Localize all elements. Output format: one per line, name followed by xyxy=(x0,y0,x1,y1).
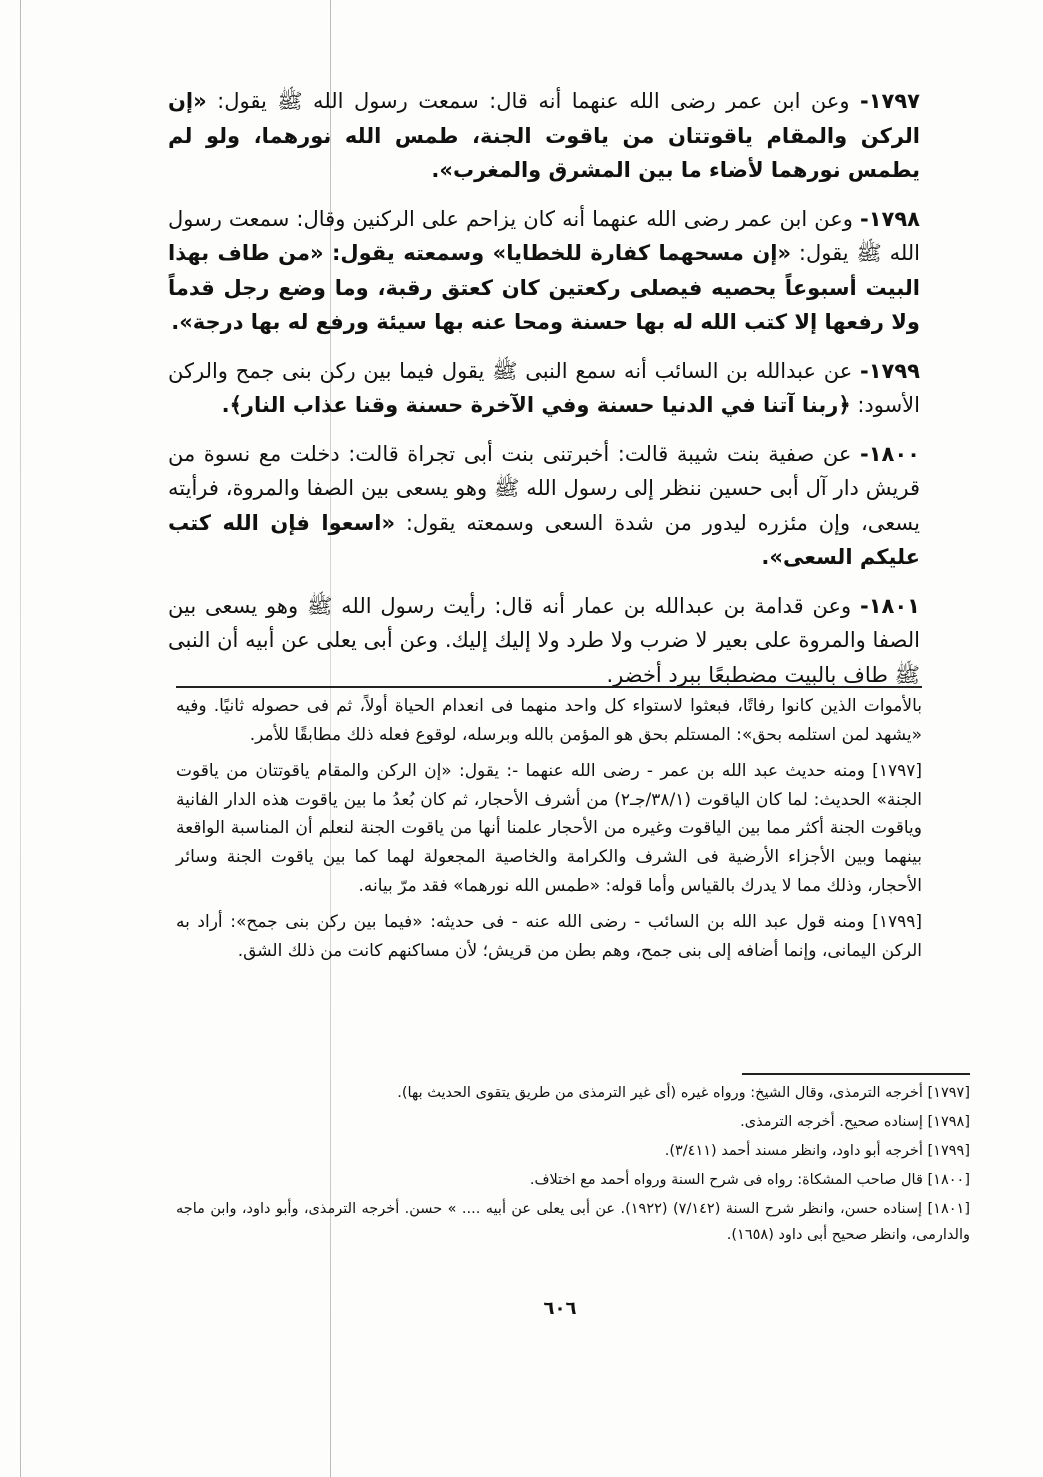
commentary-paragraph: [١٧٩٩] ومنه قول عبد الله بن السائب - رضى الله عنه - فى حديثه: «فيما بين ركن بنى جمح»: أراد به الركن اليمانى، وإنما أضافه إلى بنى جمح، وهم بطن من قريش؛ لأن مساكنهم كانت من ذلك الشق. xyxy=(176,912,922,961)
hadith-quote: «إن الركن والمقام ياقوتتان من ياقوت الجنة، طمس الله نورهما، ولو لم يطمس نورهما لأضاء ما بين المشرق والمغرب». xyxy=(168,89,920,182)
commentary-paragraph: بالأموات الذين كانوا رفاتًا، فبعثوا لاستواء كل واحد منهما فى انعدام الحياة أولاً، ثم فى حصوله ثانيًا. وفيه «يشهد لمن استلمه بحق»: المستلم بحق هو المؤمن بالله وبرسله، لوقوع فعله ذلك مطابقًا للأمر. xyxy=(176,696,922,745)
hadith-text-block xyxy=(168,84,920,706)
page-number: ٦٠٦ xyxy=(543,1298,577,1319)
hadith-intro: وعن ابن عمر رضى الله عنهما أنه قال: سمعت رسول الله ﷺ يقول: xyxy=(217,89,850,113)
footnotes-block xyxy=(176,1080,970,1251)
footnote-divider xyxy=(742,1073,970,1075)
hadith-number: ١٨٠٠- xyxy=(860,441,920,466)
hadith-number: ١٧٩٩- xyxy=(860,358,920,383)
scan-edge-line xyxy=(20,0,21,1477)
footnote: [١٧٩٧] أخرجه الترمذى، وقال الشيخ: ورواه غيره (أى غير الترمذى من طريق يتقوى الحديث بها). xyxy=(397,1085,970,1101)
hadith-number: ١٧٩٨- xyxy=(860,206,920,231)
hadith-quote: ﴿ربنا آتنا في الدنيا حسنة وفي الآخرة حسنة وقنا عذاب النار﴾. xyxy=(221,393,851,417)
footnote: [١٧٩٨] إسناده صحيح. أخرجه الترمذى. xyxy=(740,1114,970,1130)
hadith-intro: عن صفية بنت شيبة قالت: أخبرتنى بنت أبى تجراة قالت: دخلت مع نسوة من قريش دار آل أبى حسين ننظر إلى رسول الله ﷺ وهو يسعى بين الصفا والمروة، فرأيته يسعى، وإن مئزره ليدور من شدة السعى وسمعته يقول: xyxy=(168,441,920,535)
hadith-paragraph xyxy=(168,202,920,340)
commentary-block xyxy=(176,692,922,973)
hadith-number: ١٨٠١- xyxy=(860,593,920,618)
hadith-intro: وعن قدامة بن عبدالله بن عمار أنه قال: رأيت رسول الله ﷺ وهو يسعى بين الصفا والمروة على بعير لا ضرب ولا طرد ولا إليك إليك. وعن أبى يعلى عن أبيه أن النبى ﷺ طاف بالبيت مضطبعًا ببرد أخضر. xyxy=(168,593,920,687)
hadith-number: ١٧٩٧- xyxy=(860,89,920,113)
hadith-quote: «إن مسحهما كفارة للخطايا» وسمعته يقول: «من طاف بهذا البيت أسبوعاً يحصيه فيصلى ركعتين كان كعتق رقبة، وما وضع رجل قدماً ولا رفعها إلا كتب الله له بها حسنة ومحا عنه بها سيئة ورفع له بها درجة». xyxy=(168,241,920,334)
commentary-divider xyxy=(176,686,922,688)
footnote: [١٨٠١] إسناده حسن، وانظر شرح السنة (٧/١٤٢) (١٩٢٢). عن أبى يعلى عن أبيه .... » حسن. أخرجه الترمذى، وأبو داود، وابن ماجه والدارمى، وانظر صحيح أبى داود (١٦٥٨). xyxy=(176,1201,970,1243)
hadith-paragraph xyxy=(168,437,920,575)
commentary-paragraph: [١٧٩٧] ومنه حديث عبد الله بن عمر - رضى الله عنهما -: يقول: «إن الركن والمقام ياقوتتان من ياقوت الجنة» الحديث: لما كان الياقوت (٣٨/١/جـ٢) من أشرف الأحجار، ثم كان بُعدُ ما بين ياقوت هذه الدار الفانية وياقوت الجنة أكثر مما بين الياقوت وغيره من الأحجار علمنا أنها من ياقوت الجنة لنعلم أن المناسبة الواقعة بينهما وبين الأجزاء الأرضية فى الشرف والكرامة والخاصية المجعولة لهما كما بين ياقوت الجنة وسائر الأحجار، وذلك مما لا يدرك بالقياس وأما قوله: «طمس الله نورهما» فقد مرّ بيانه. xyxy=(176,761,922,896)
hadith-intro: وعن ابن عمر رضى الله عنهما أنه كان يزاحم على الركنين وقال: سمعت رسول الله ﷺ يقول: xyxy=(168,206,921,265)
hadith-intro: عن عبدالله بن السائب أنه سمع النبى ﷺ يقول فيما بين ركن بنى جمح والركن الأسود: xyxy=(168,358,920,417)
footnote: [١٧٩٩] أخرجه أبو داود، وانظر مسند أحمد (٣/٤١١). xyxy=(664,1143,970,1159)
hadith-paragraph xyxy=(168,84,920,188)
hadith-quote: «اسعوا فإن الله كتب عليكم السعى». xyxy=(168,510,920,569)
hadith-paragraph xyxy=(168,354,920,423)
footnote: [١٨٠٠] قال صاحب المشكاة: رواه فى شرح السنة ورواه أحمد مع اختلاف. xyxy=(529,1172,970,1188)
hadith-paragraph xyxy=(168,589,920,693)
